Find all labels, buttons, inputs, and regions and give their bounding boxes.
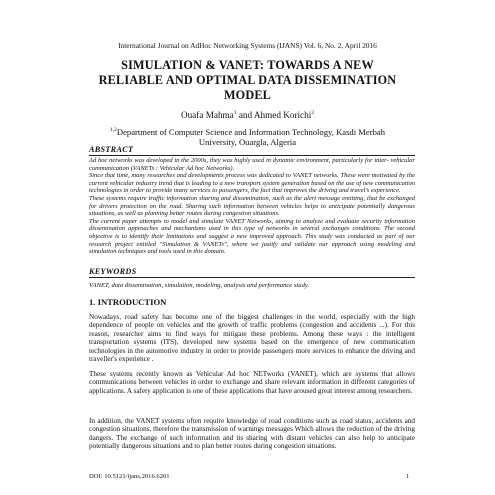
section-heading-introduction: 1. INTRODUCTION — [89, 297, 167, 307]
doi: DOI: 10.5121/ijans.2016.6201 — [89, 473, 170, 480]
keywords-text: VANET, data dissemination, simulation, modeling, analysis and performance study. — [89, 282, 310, 289]
title-line-2: RELIABLE AND OPTIMAL DATA DISSEMINATION — [98, 73, 397, 87]
intro-paragraph-2: These systems recently known as Vehicular Ad hoc NETworks (VANET), which are systems that allows communications between vehicles in order to exchange and share relevant information in different categories of applications. A safety application is one of these applications that have aroused great interest among researchers. — [89, 370, 415, 395]
keywords-rule — [89, 277, 415, 278]
keywords-heading: KEYWORDS — [89, 267, 137, 276]
author-1-sup: 1 — [233, 110, 237, 116]
author-2-sup: 2 — [311, 110, 315, 116]
abstract-body — [89, 157, 415, 256]
abstract-heading: ABSTRACT — [89, 145, 134, 154]
author-2: Ahmed Korichi — [253, 110, 312, 121]
affiliation-line-1: Department of Computer Science and Information Technology, Kasdi Merbah — [116, 126, 385, 137]
abstract-top-rule — [89, 155, 415, 156]
affiliation-line-2: University, Ouargla, Algeria — [198, 136, 297, 147]
author-1: Ouafa Mahma — [180, 110, 234, 121]
intro-paragraph-3: In addition, the VANET systems often require knowledge of road conditions such as road status, accidents and congestion situations, therefore the transmission of warnings messages Which allows the reduction of the driving dangers. The exchange of such information and its sharing with distant vehicles can also help to anticipate potentially dangerous situations and to plan better routes during congestion situations. — [89, 417, 415, 451]
title-line-1: SIMULATION & VANET: TOWARDS A NEW — [121, 58, 374, 72]
title-line-3: MODEL — [223, 88, 272, 102]
abstract-paragraph-1: Ad hoc networks was developed in the 2000s, they was highly used in dynamic environment, particularly for inter- vehicular communication (VANETs : Vehicular Ad hoc Networks). — [89, 157, 415, 172]
abstract-paragraph-2: Since that time, many researches and developments process was dedicated to VANET networks. These were motivated by the current vehicular industry trend that is leading to a new transport system generation based on the use of new communication technologies in order to provide many services to passengers, the fact that improves the driving and travel’s experience. — [89, 172, 415, 195]
journal-header: International Journal on AdHoc Networking Systems (IJANS) Vol. 6, No. 2, April 2016 — [118, 41, 377, 50]
paper-title — [70, 58, 425, 103]
affiliation-sup: 1,2 — [110, 127, 117, 133]
affiliation — [110, 125, 385, 147]
abstract-paragraph-4: The current paper attempts to model and simulate VANET Networks, aiming to analyze and evaluate security information dissemination approaches and mechanisms used in this type of networks in several exchanges conditions. The second objective is to identify their limitations and suggest a new improved approach. This study was conducted as part of our research project entitled "Simulation & VANETs", where we justify and validate our approach using modeling and simulation techniques and tools used in this domain. — [89, 217, 415, 256]
page-number: 1 — [406, 473, 410, 480]
authors-joiner: and — [236, 110, 254, 121]
intro-paragraph-1: Nowadays, road safety has become one of the biggest challenges in the world, especially with the high dependence of people on vehicles and the growth of traffic problems (congestion and accidents ...). For this reason, researcher aims to find ways for mitigate these problems. Among these ways : the intelligent transportation systems (ITS), developed new systems based on the emergence of new communication technologies in the automotive industry in order to provide passengers more services to enhance the driving and traveller's experience . — [89, 313, 415, 364]
abstract-paragraph-3: These systems require traffic information sharing and dissemination, such as the alert message emitting, that be exchanged for drivers protection on the road. Sharing such information between vehicles helps to anticipate potentially dangerous situations, as well as planning better routes during congestion situations. — [89, 194, 415, 218]
authors — [0, 110, 495, 120]
